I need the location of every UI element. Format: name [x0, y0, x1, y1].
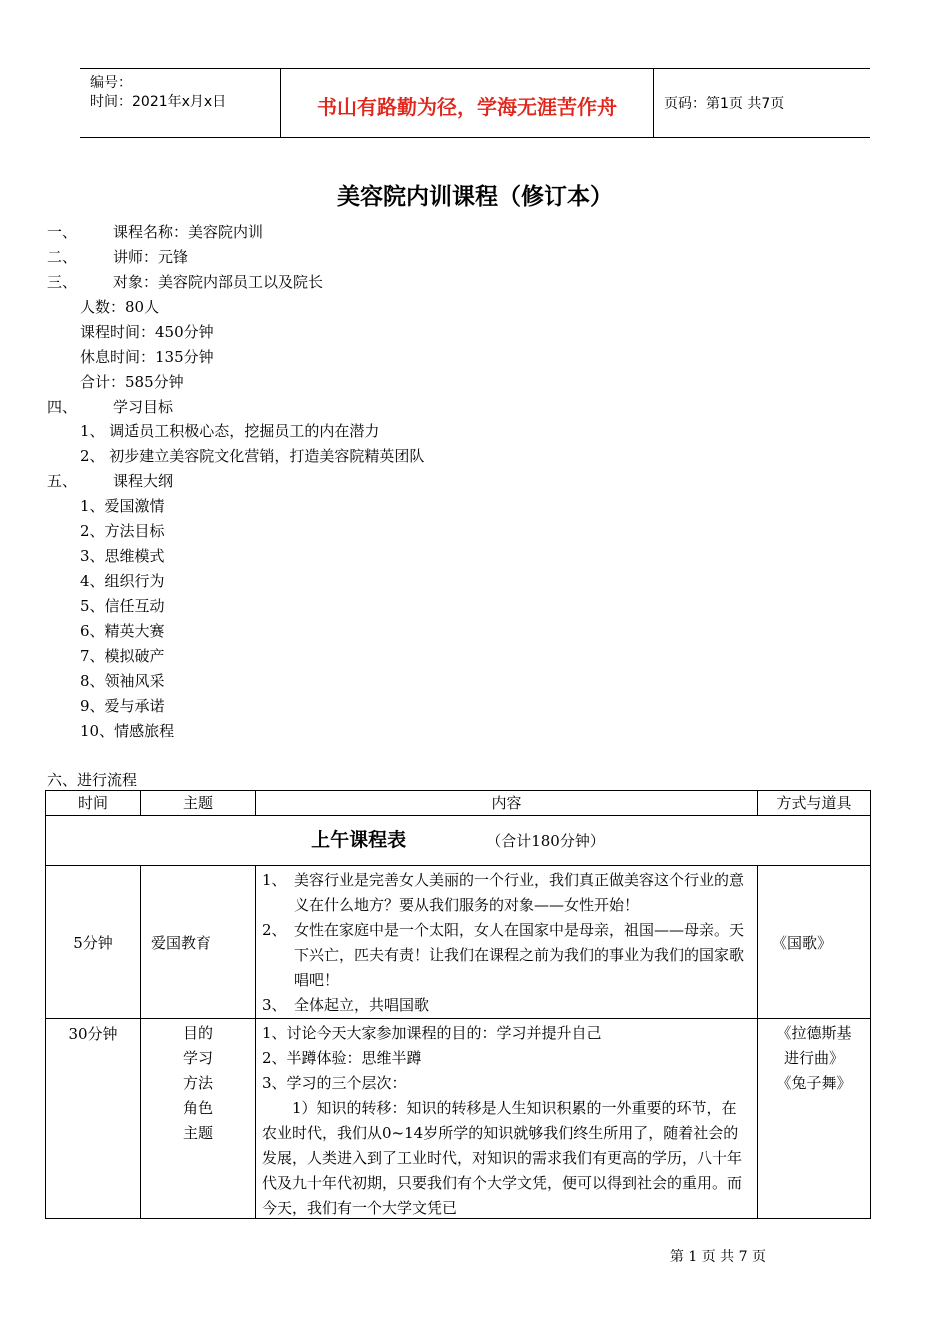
row1-topic: 爱国教育	[141, 866, 256, 1019]
row2-topic	[141, 1019, 256, 1219]
outline-item: 6、精英大赛	[80, 622, 165, 640]
outline-item: 2、方法目标	[80, 522, 165, 540]
morning-banner	[46, 816, 871, 866]
goal-item: 2、 初步建立美容院文化营销，打造美容院精英团队	[80, 447, 425, 465]
item-text: 全体起立，共唱国歌	[294, 996, 430, 1014]
outline-item: 3、思维模式	[80, 547, 165, 565]
page-footer: 第 1 页 共 7 页	[669, 1249, 766, 1265]
header-topic: 主题	[141, 791, 256, 816]
method-line: 《拉德斯基	[776, 1024, 852, 1042]
time-label: 时间：2021年x月x日	[90, 94, 227, 110]
number-label: 编号：	[90, 75, 132, 91]
row1-method: 《国歌》	[758, 866, 871, 1019]
outline-item: 1、爱国激情	[80, 497, 165, 515]
header-slogan-cell	[281, 69, 654, 137]
topic-word: 主题	[182, 1124, 213, 1142]
header-method: 方式与道具	[758, 791, 871, 816]
section-5-number: 五、	[47, 472, 78, 490]
section-6-heading: 六、进行流程	[47, 771, 138, 789]
section-2-text: 讲师：元锋	[113, 248, 189, 266]
item-number: 2、	[262, 921, 287, 939]
detail-break-time: 休息时间：135分钟	[80, 348, 214, 366]
outline-item: 8、领袖风采	[80, 672, 165, 690]
section-1-text: 课程名称：美容院内训	[113, 223, 264, 241]
content-line: 3、学习的三个层次：	[262, 1074, 407, 1092]
section-3-text: 对象：美容院内部员工以及院长	[113, 273, 324, 291]
outline-item: 9、爱与承诺	[80, 697, 165, 715]
row1-content	[256, 866, 758, 1019]
row1-time: 5分钟	[46, 866, 141, 1019]
detail-course-time: 课程时间：450分钟	[80, 323, 214, 341]
item-text: 美容行业是完善女人美丽的一个行业，我们真正做美容这个行业的意义在什么地方？要从我们服务的对象——女性开始！	[294, 871, 745, 914]
item-number: 3、	[262, 996, 287, 1014]
row2-time: 30分钟	[46, 1019, 141, 1219]
row2-method	[758, 1019, 871, 1219]
item-text: 女性在家庭中是一个太阳，女人在国家中是母亲，祖国——母亲。天下兴亡，匹夫有责！让我们在课程之前为我们的事业为我们的国家歌唱吧！	[294, 921, 745, 989]
document-header	[80, 68, 870, 138]
content-paragraph: 1）知识的转移：知识的转移是人生知识积累的一外重要的环节，在农业时代，我们从0~14岁所学的知识就够我们终生所用了，随着社会的发展，人类进入到了工业时代，对知识的需求我们有更高的学历，八十年代及九十年代初期，只要我们有个大学文凭，便可以得到社会的重用。而今天，我们有一个大学文凭已	[262, 1099, 743, 1217]
content-line: 1、讨论今天大家参加课程的目的：学习并提升自己	[262, 1024, 602, 1042]
topic-word: 目的	[182, 1024, 213, 1042]
table-header-row	[46, 791, 871, 816]
outline-item: 7、模拟破产	[80, 647, 165, 665]
detail-total: 合计：585分钟	[80, 373, 184, 391]
page-title: 美容院内训课程（修订本）	[337, 184, 613, 210]
row2-content	[256, 1019, 758, 1219]
banner-row	[46, 816, 871, 866]
header-time: 时间	[46, 791, 141, 816]
header-page-cell	[654, 69, 870, 137]
content-item	[262, 918, 751, 993]
method-line: 进行曲》	[783, 1049, 844, 1067]
banner-title: 上午课程表	[311, 829, 407, 851]
section-4-text: 学习目标	[113, 398, 174, 416]
goal-item: 1、 调适员工积极心态，挖掘员工的内在潜力	[80, 422, 380, 440]
detail-headcount: 人数：80人	[80, 298, 160, 316]
section-4-number: 四、	[47, 398, 78, 416]
page-label: 页码：第1页 共7页	[664, 96, 785, 112]
content-item	[262, 993, 751, 1018]
section-1-number: 一、	[47, 223, 78, 241]
topic-word: 学习	[182, 1049, 213, 1067]
table-row	[46, 1019, 871, 1219]
banner-note: （合计180分钟）	[486, 832, 605, 850]
outline-item: 5、信任互动	[80, 597, 165, 615]
content-line: 2、半蹲体验：思维半蹲	[262, 1049, 422, 1067]
section-5-text: 课程大纲	[113, 472, 174, 490]
method-line: 《兔子舞》	[776, 1074, 852, 1092]
table-row	[46, 866, 871, 1019]
topic-word: 方法	[182, 1074, 213, 1092]
section-3-number: 三、	[47, 273, 78, 291]
slogan: 书山有路勤为径，学海无涯苦作舟	[317, 95, 617, 119]
item-number: 1、	[262, 871, 287, 889]
header-meta-cell	[80, 69, 281, 137]
content-item	[262, 868, 751, 918]
outline-item: 4、组织行为	[80, 572, 165, 590]
schedule-table	[45, 790, 871, 1219]
topic-word: 角色	[182, 1099, 213, 1117]
section-2-number: 二、	[47, 248, 78, 266]
outline-item: 10、情感旅程	[80, 722, 175, 740]
header-content: 内容	[256, 791, 758, 816]
